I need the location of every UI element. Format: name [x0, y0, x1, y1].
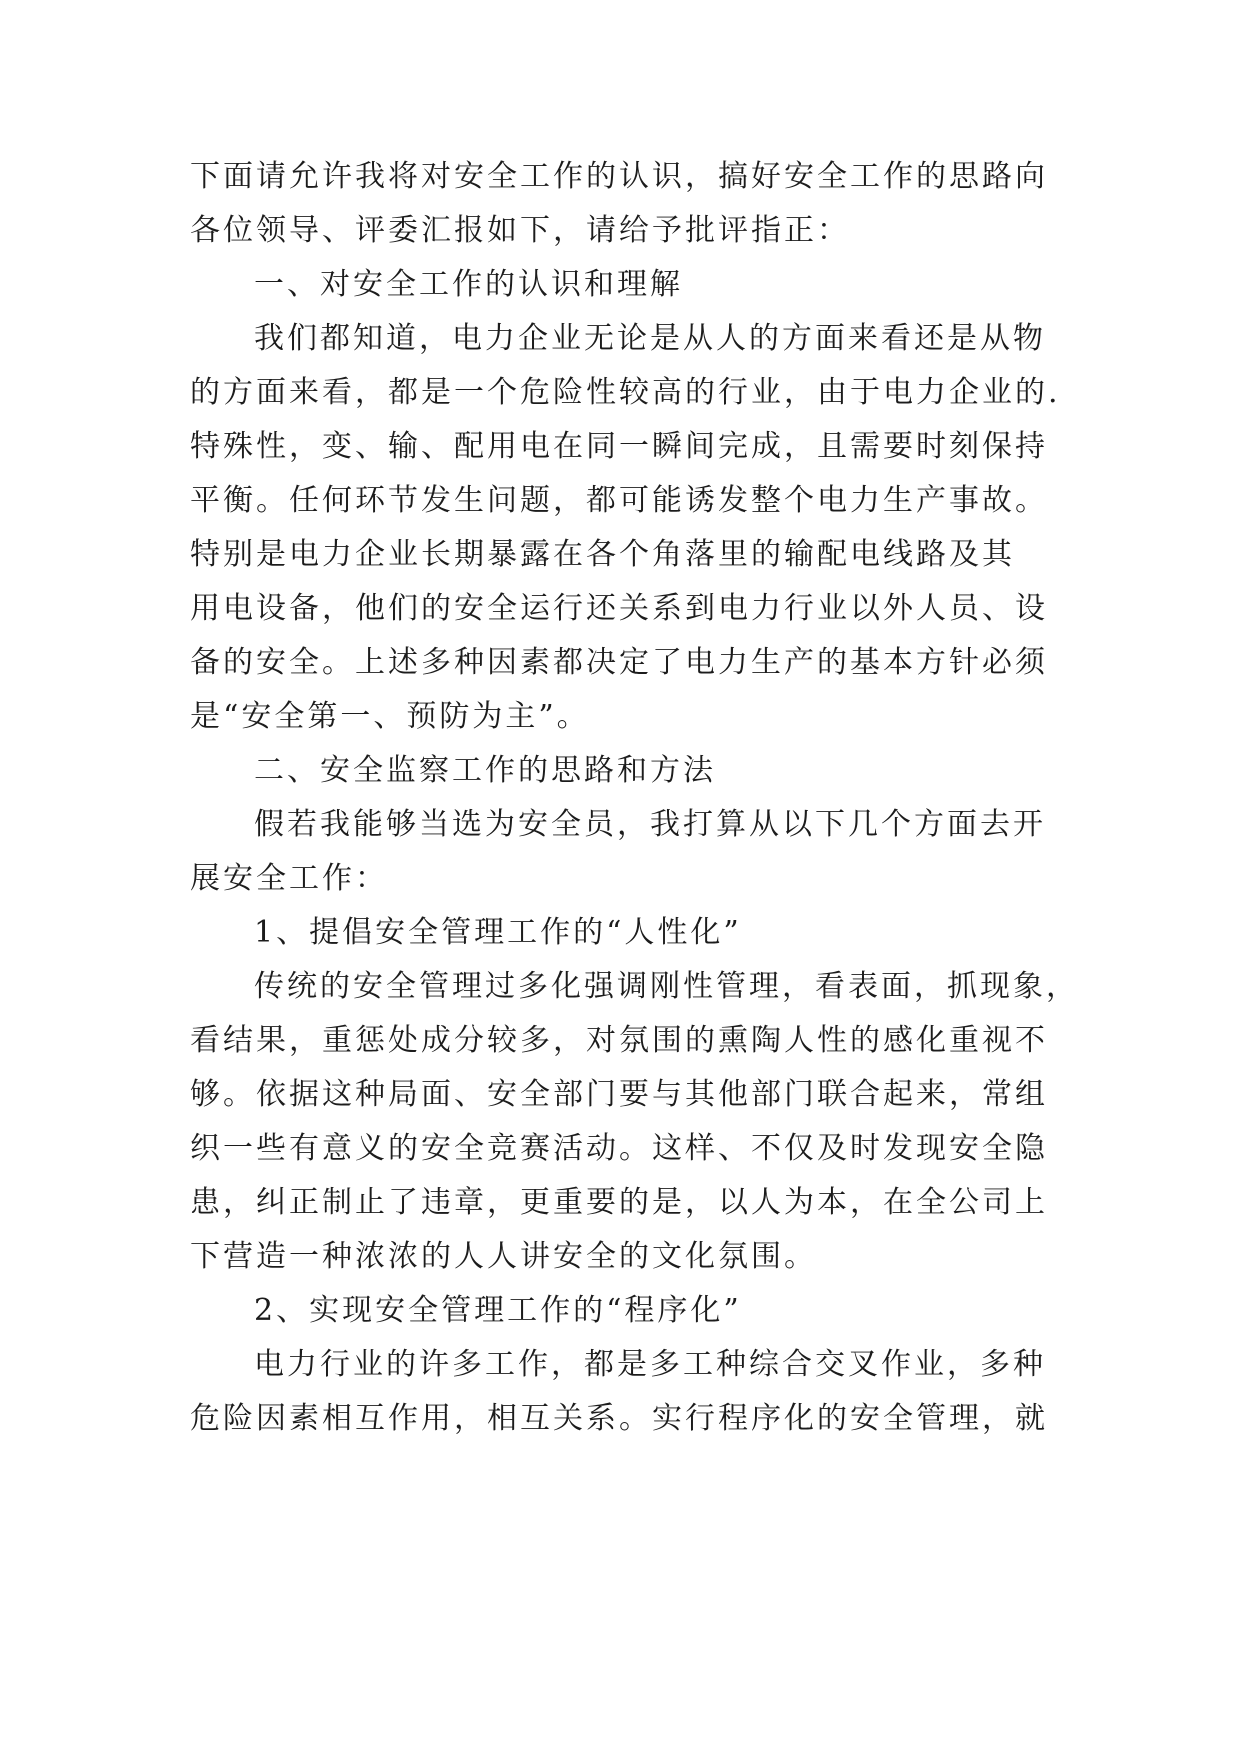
section-heading: 二、安全监察工作的思路和方法 [254, 753, 716, 788]
text-line: 传统的安全管理过多化强调刚性管理，看表面，抓现象， [254, 969, 1079, 1004]
text-line: 展安全工作： [190, 861, 388, 896]
subsection-heading: 2、实现安全管理工作的“程序化” [254, 1293, 742, 1328]
text-line: 电力行业的许多工作，都是多工种综合交叉作业，多种 [254, 1347, 1046, 1382]
text-line: 够。依据这种局面、安全部门要与其他部门联合起来，常组 [190, 1077, 1048, 1112]
text-line: 用电设备，他们的安全运行还关系到电力行业以外人员、设 [190, 591, 1048, 626]
text-line: 的方面来看，都是一个危险性较高的行业，由于电力企业的. [190, 375, 1061, 410]
text-line: 下面请允许我将对安全工作的认识，搞好安全工作的思路向 [190, 159, 1048, 194]
text-line: 是“安全第一、预防为主”。 [190, 699, 590, 734]
section-heading: 一、对安全工作的认识和理解 [254, 267, 683, 302]
text-line: 平衡。任何环节发生问题，都可能诱发整个电力生产事故。 [190, 483, 1048, 518]
text-line: 下营造一种浓浓的人人讲安全的文化氛围。 [190, 1239, 817, 1274]
text-line: 特别是电力企业长期暴露在各个角落里的输配电线路及其 [190, 537, 1015, 572]
text-line: 特殊性，变、输、配用电在同一瞬间完成，且需要时刻保持 [190, 429, 1048, 464]
text-line: 看结果，重惩处成分较多，对氛围的熏陶人性的感化重视不 [190, 1023, 1048, 1058]
text-line: 患，纠正制止了违章，更重要的是，以人为本，在全公司上 [190, 1185, 1048, 1220]
text-line: 我们都知道，电力企业无论是从人的方面来看还是从物 [254, 321, 1046, 356]
text-line: 危险因素相互作用，相互关系。实行程序化的安全管理，就 [190, 1401, 1048, 1436]
text-line: 织一些有意义的安全竞赛活动。这样、不仅及时发现安全隐 [190, 1131, 1048, 1166]
text-line: 备的安全。上述多种因素都决定了电力生产的基本方针必须 [190, 645, 1048, 680]
text-line: 假若我能够当选为安全员，我打算从以下几个方面去开 [254, 807, 1046, 842]
subsection-heading: 1、提倡安全管理工作的“人性化” [254, 915, 742, 950]
document-body [190, 150, 1079, 1446]
text-line: 各位领导、评委汇报如下，请给予批评指正： [190, 213, 850, 248]
